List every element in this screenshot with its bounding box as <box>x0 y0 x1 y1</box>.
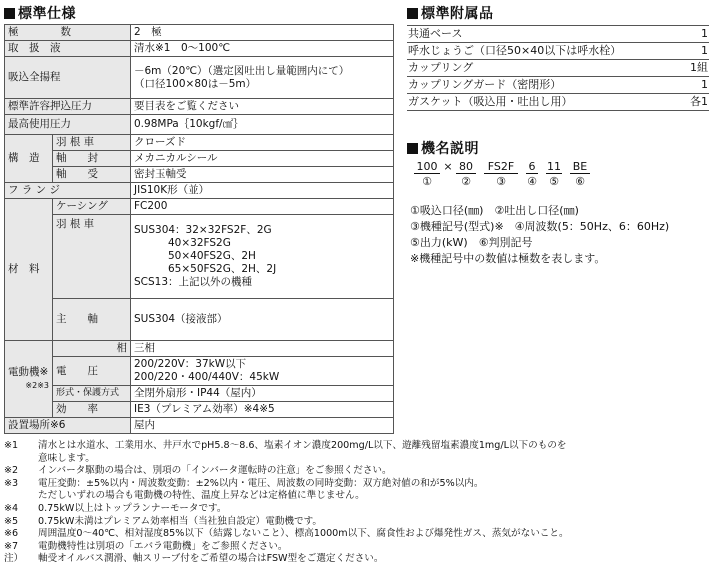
accessory-name: ガスケット（吸込用・吐出し用） <box>408 95 573 108</box>
spec-row-push-pressure <box>5 99 394 115</box>
accessory-item <box>407 94 709 111</box>
label: 材 料 <box>5 199 53 341</box>
footnote-text: 0.75kW未満はプレミアム効率相当（当社独自設定）電動機です。 <box>38 515 323 527</box>
value-line: －6m（20℃）（選定図吐出し量範囲内にて） <box>134 64 350 77</box>
label: 設置場所※6 <box>5 418 131 434</box>
label: 最高使用圧力 <box>5 115 131 135</box>
footnote <box>4 516 716 529</box>
value <box>131 57 394 99</box>
value: SUS304（接液部） <box>131 299 394 341</box>
value: 0.98MPa｛10kgf/㎠｝ <box>131 115 394 135</box>
motor-note-ref: ※2※3 <box>25 381 49 390</box>
footnote-text: 0.75kW以上はトップランナーモータです。 <box>38 502 227 514</box>
footnote <box>4 440 716 453</box>
spec-row-max-pressure <box>5 115 394 135</box>
label: 取 扱 液 <box>5 41 131 57</box>
code-number: ③ <box>496 175 506 188</box>
spec-row-material <box>5 199 394 215</box>
voltage-line: 200/220V：37kW以下 <box>134 358 247 370</box>
material-line: SUS304：32×32FS2F、2G <box>134 224 272 236</box>
label: 標準許容押込圧力 <box>5 99 131 115</box>
spec-row-structure <box>5 151 394 167</box>
accessory-name: カップリングガード（密閉形） <box>408 78 562 91</box>
sublabel: 形式・保護方式 <box>53 386 131 402</box>
value: メカニカルシール <box>131 151 394 167</box>
value: FC200 <box>131 199 394 215</box>
code-part: 100 <box>414 160 440 174</box>
footnote-key <box>4 453 38 466</box>
legend-line: ※機種記号中の数値は極数を表します。 <box>410 252 606 265</box>
sublabel: 軸 封 <box>53 151 131 167</box>
spec-row-motor <box>5 402 394 418</box>
accessory-qty: 1 <box>701 27 708 40</box>
legend-line: ①吸込口径(㎜) ②吐出し口径(㎜) <box>410 204 579 217</box>
footnote <box>4 553 716 566</box>
footnote <box>4 503 716 516</box>
footnote <box>4 528 716 541</box>
code-number: ⑤ <box>549 175 559 188</box>
code-part: 11 <box>547 160 561 173</box>
model-title-text: 機名説明 <box>421 141 479 157</box>
footnote-text: 周囲温度0～40℃、相対湿度85%以下（結露しないこと）、標高1000m以下、腐食性および爆発性ガス、蒸気がないこと。 <box>38 528 569 540</box>
footnote <box>4 541 716 554</box>
model-codes <box>414 160 590 174</box>
square-bullet-icon <box>407 8 418 19</box>
footnote-text: 軸受オイルバス潤滑、軸スリーブ付をご希望の場合はFSW型をご選定ください。 <box>38 553 384 565</box>
value: 要目表をご覧ください <box>131 99 394 115</box>
model-legend <box>410 203 669 267</box>
footnotes <box>4 440 716 566</box>
footnote-key: ※4 <box>4 502 19 514</box>
footnote-text: ただしいずれの場合も電動機の特性、温度上昇などは定格値に準じません。 <box>38 490 365 502</box>
accessory-name: 呼水じょうご（口径50×40以下は呼水栓） <box>408 44 622 57</box>
footnote-key: ※5 <box>4 515 19 527</box>
square-bullet-icon <box>407 143 418 154</box>
label: 吸込全揚程 <box>5 57 131 99</box>
footnote-text: 清水とは水道水、工業用水、井戸水でpH5.8～8.6、塩素イオン濃度200mg/L以下、遊離残留塩素濃度1mg/L以下のものを <box>38 440 567 451</box>
sublabel: 軸 受 <box>53 167 131 183</box>
code-number: ① <box>422 175 432 188</box>
sublabel: 効 率 <box>53 402 131 418</box>
label: 極 数 <box>5 25 131 41</box>
code-number: ④ <box>527 175 537 188</box>
sublabel: 羽 根 車 <box>53 215 131 299</box>
accessory-item <box>407 26 709 43</box>
spec-row-structure <box>5 135 394 151</box>
spec-row-motor <box>5 341 394 357</box>
label <box>5 341 53 418</box>
code-part: 80 <box>456 160 476 174</box>
accessory-name: カップリング <box>408 61 474 74</box>
spec-row-install <box>5 418 394 434</box>
sublabel: 主 軸 <box>53 299 131 341</box>
footnote-key: ※7 <box>4 540 19 552</box>
label: フ ラ ン ジ <box>5 183 131 199</box>
value: 全閉外扇形・IP44（屋内） <box>131 386 394 402</box>
model-code-numbers <box>414 175 590 188</box>
spec-row-flange <box>5 183 394 199</box>
footnote-key: ※1 <box>4 440 19 451</box>
legend-line: ③機種記号(型式)※ ④周波数(5：50Hz、6：60Hz) <box>410 220 670 233</box>
code-part: BE <box>570 160 590 174</box>
accessory-qty: 1 <box>701 44 708 57</box>
footnote <box>4 490 716 503</box>
material-line: 40×32FS2G <box>168 237 231 249</box>
value: 屋内 <box>131 418 394 434</box>
footnote-key: ※3 <box>4 477 19 489</box>
spec-row-suction-head <box>5 57 394 99</box>
spec-row-structure <box>5 167 394 183</box>
footnote-text: 意味します。 <box>38 452 95 464</box>
accessories-list <box>407 25 709 111</box>
accessory-qty: 各1 <box>690 95 708 108</box>
spec-row-motor <box>5 386 394 402</box>
square-bullet-icon <box>4 8 15 19</box>
sublabel: 電 圧 <box>53 357 131 386</box>
value: クローズド <box>131 135 394 151</box>
spec-section-title <box>4 3 76 23</box>
model-section-title <box>407 138 479 158</box>
footnote-key: 注） <box>4 553 24 565</box>
value-line: （口径100×80は－5m） <box>134 77 257 90</box>
material-line: SCS13：上記以外の機種 <box>134 276 253 288</box>
voltage-line: 200/220・400/440V：45kW <box>134 371 280 383</box>
spec-row-motor <box>5 357 394 386</box>
material-line: 50×40FS2G、2H <box>168 250 256 262</box>
code-separator: × <box>443 160 453 173</box>
footnote-key <box>4 490 38 503</box>
code-part: FS2F <box>484 160 518 174</box>
accessories-section-title <box>407 3 494 23</box>
value: IE3（プレミアム効率）※4※5 <box>131 402 394 418</box>
value: 密封玉軸受 <box>131 167 394 183</box>
spec-title-text: 標準仕様 <box>18 6 76 22</box>
legend-line: ⑤出力(kW) ⑥判別記号 <box>410 236 533 249</box>
accessories-title-text: 標準附属品 <box>421 6 494 22</box>
code-number: ⑥ <box>575 175 585 188</box>
spec-row-liquid <box>5 41 394 57</box>
accessory-name: 共通ベース <box>408 27 463 40</box>
footnote-text: インバータ駆動の場合は、別項の「インバータ運転時の注意」をご参照ください。 <box>38 465 392 477</box>
footnote-text: 電動機特性は別項の「エバラ電動機」をご参照ください。 <box>38 540 288 552</box>
spec-table <box>4 24 394 434</box>
motor-label: 電動機※ <box>8 366 49 378</box>
footnote-key: ※2 <box>4 465 19 477</box>
accessory-qty: 1組 <box>690 61 708 74</box>
sublabel: ケーシング <box>53 199 131 215</box>
footnote <box>4 465 716 478</box>
footnote-text: 電圧変動：±5%以内・周波数変動：±2%以内・電圧、周波数の同時変動：双方絶対値の和が5%以内。 <box>38 477 484 489</box>
value: 清水※1 0～100℃ <box>131 41 394 57</box>
accessory-item <box>407 43 709 60</box>
code-number: ② <box>461 175 471 188</box>
value: 2 極 <box>131 25 394 41</box>
label: 構 造 <box>5 135 53 183</box>
value <box>131 357 394 386</box>
accessory-qty: 1 <box>701 78 708 91</box>
accessory-item <box>407 77 709 94</box>
footnote <box>4 453 716 466</box>
sublabel: 羽 根 車 <box>53 135 131 151</box>
spec-row-material <box>5 215 394 299</box>
sublabel: 相 <box>53 341 131 357</box>
footnote-key: ※6 <box>4 528 19 540</box>
spec-row-material <box>5 299 394 341</box>
spec-row-poles <box>5 25 394 41</box>
code-part: 6 <box>526 160 538 174</box>
value <box>131 215 394 299</box>
model-code-diagram <box>414 160 590 188</box>
footnote <box>4 478 716 491</box>
value: JIS10K形（並） <box>131 183 394 199</box>
material-line: 65×50FS2G、2H、2J <box>168 263 277 275</box>
accessory-item <box>407 60 709 77</box>
value: 三相 <box>131 341 394 357</box>
